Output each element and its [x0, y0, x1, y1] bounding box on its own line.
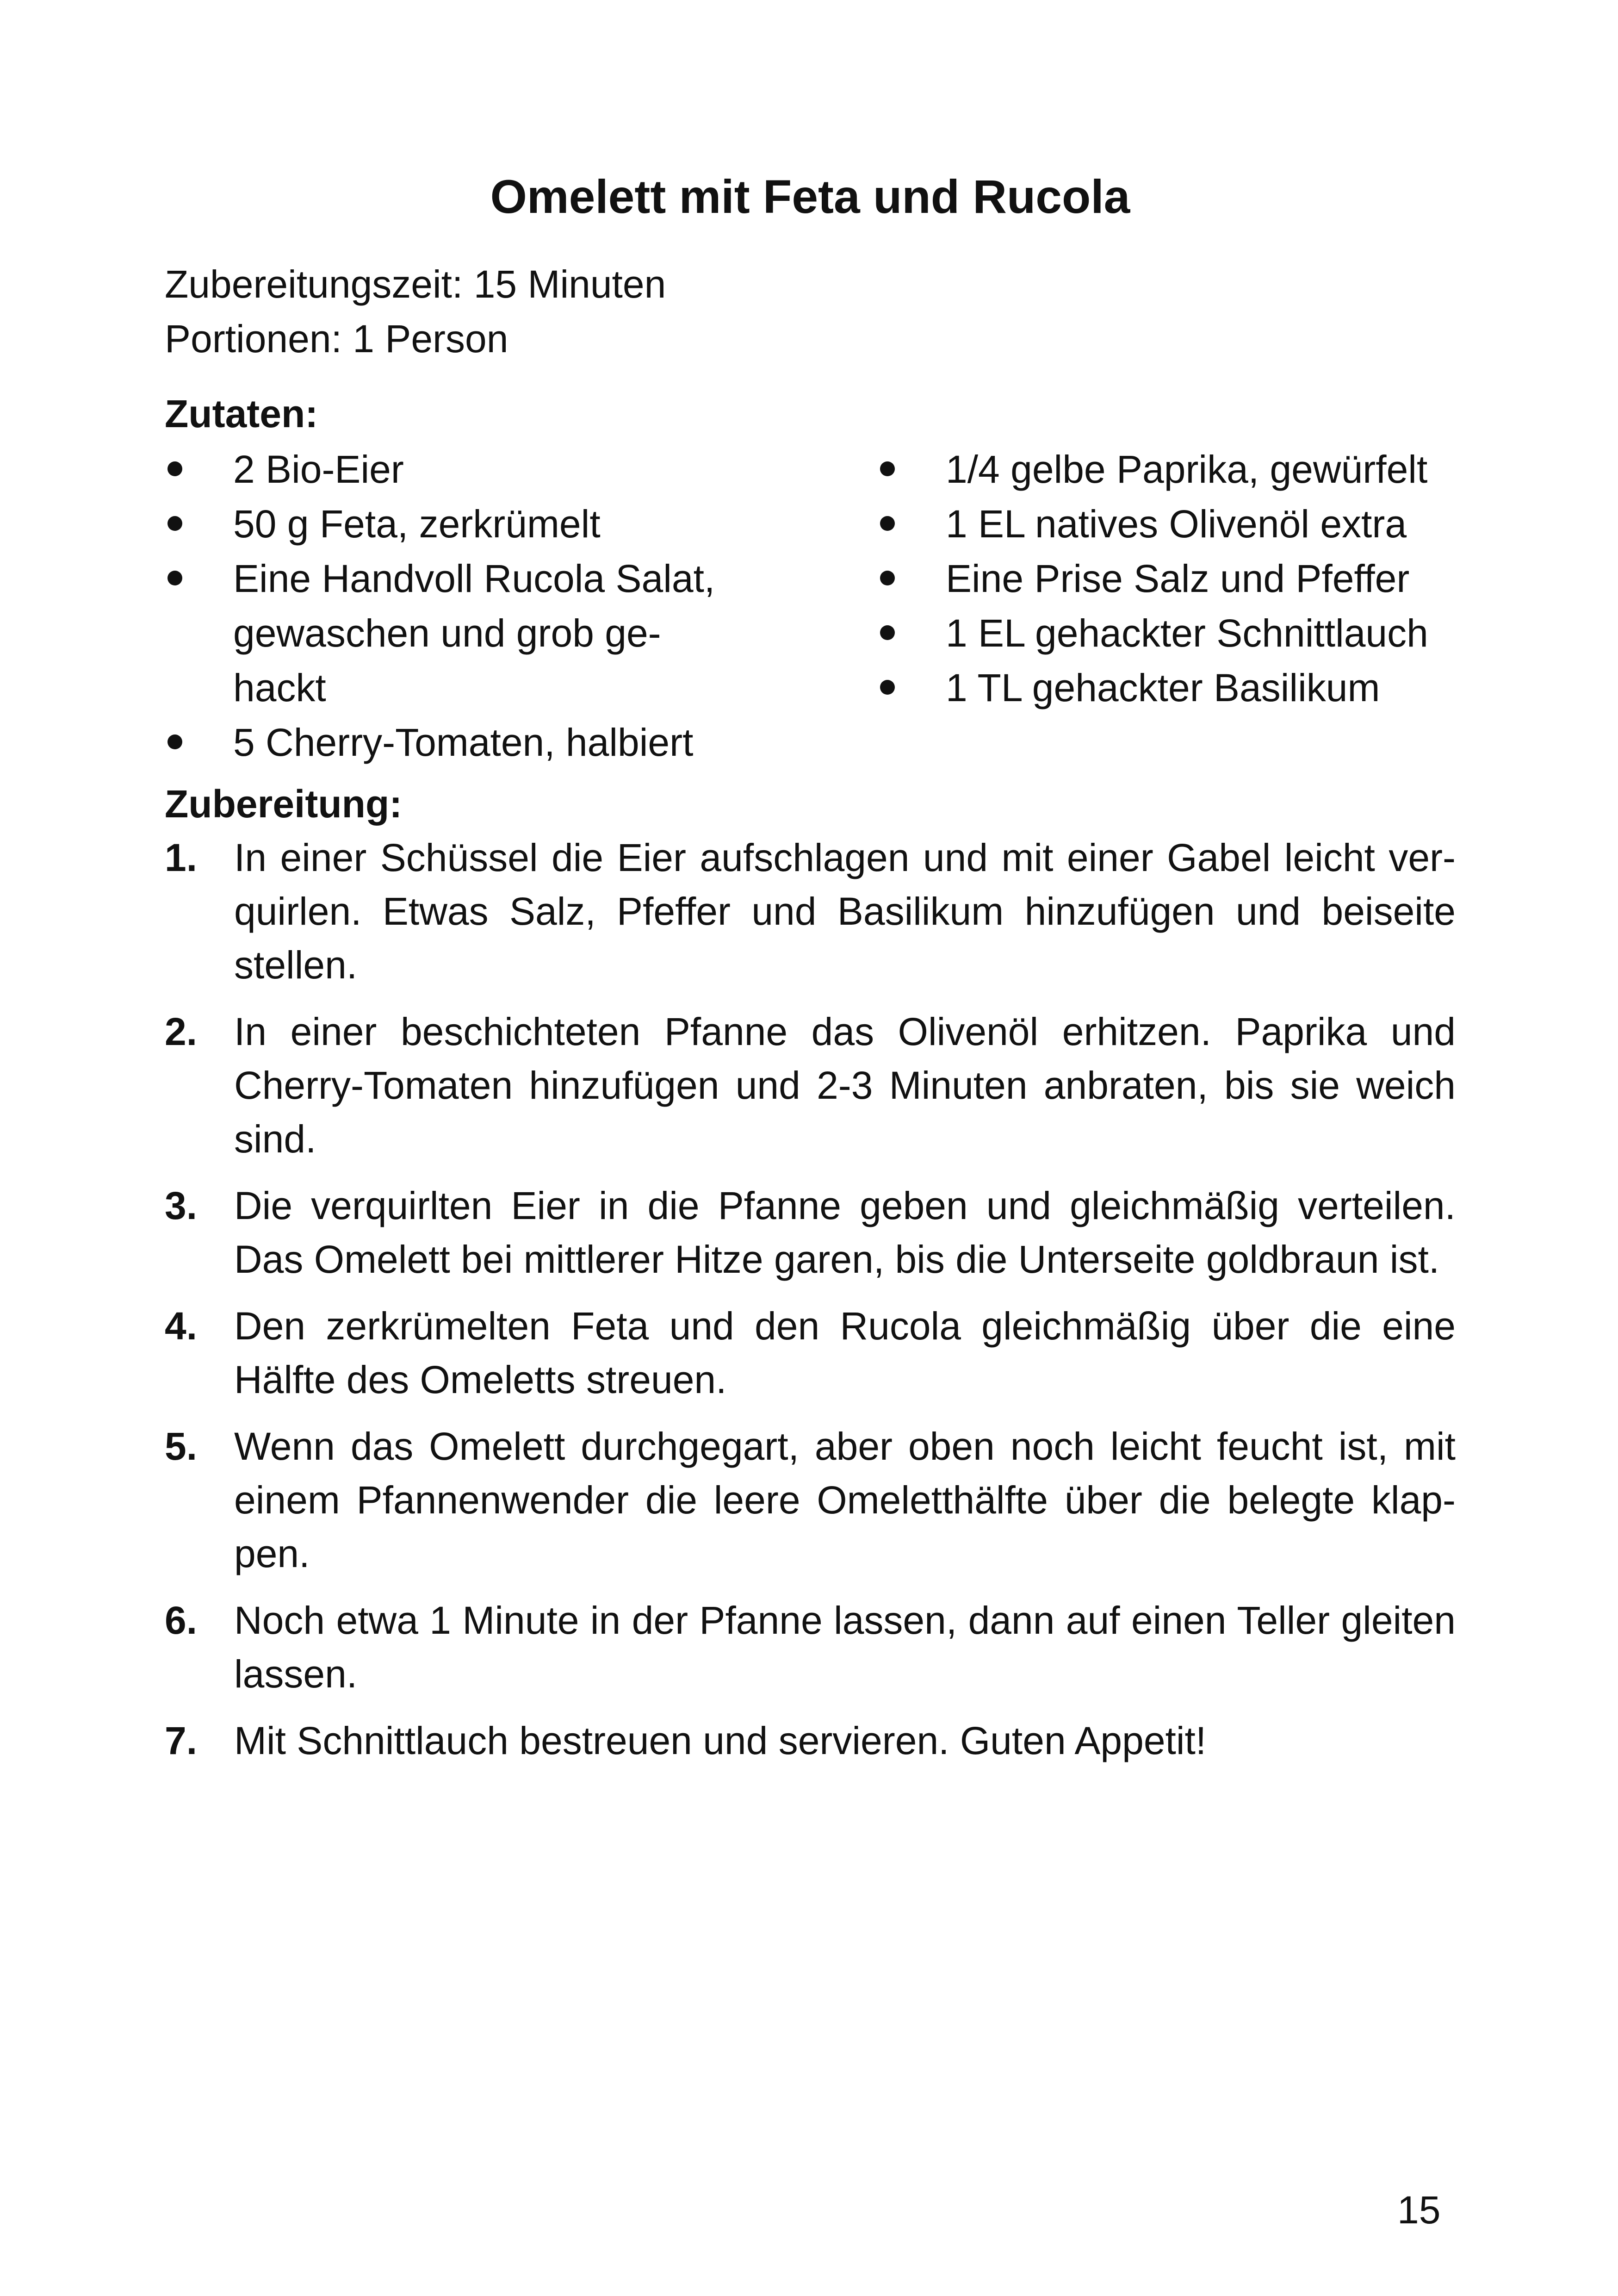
bullet-icon — [880, 625, 895, 640]
step-text: Den zerkrümelten Feta und den Rucola gleichmäßig über die eine Hälfte des Omeletts streuen. — [234, 1304, 1456, 1401]
ingredient-item: Eine Handvoll Rucola Salat, gewaschen und grob ge- hackt — [165, 551, 734, 715]
portions: Portionen: 1 Person — [165, 317, 508, 361]
step-text: Die verquirlten Eier in die Pfanne geben und gleichmäßig verteilen. Das Omelett bei mittlerer Hitze garen, bis die Unterseite goldbraun ist. — [234, 1184, 1456, 1281]
step-item — [165, 1179, 1456, 1286]
bullet-icon — [167, 734, 182, 749]
step-number: 7. — [165, 1719, 198, 1762]
ingredient-item: 5 Cherry-Tomaten, halbiert — [165, 715, 734, 770]
bullet-icon — [880, 461, 895, 476]
bullet-icon — [880, 516, 895, 531]
ingredient-item: 1 TL gehackter Basilikum — [877, 660, 1456, 715]
step-text: Noch etwa 1 Minute in der Pfanne lassen, dann auf einen Teller gleiten lassen. — [234, 1599, 1456, 1696]
step-item — [165, 1299, 1456, 1406]
ingredients-heading: Zutaten: — [165, 392, 318, 436]
recipe-meta — [165, 257, 666, 366]
step-item — [165, 1593, 1456, 1701]
step-item — [165, 1714, 1456, 1767]
step-text: Wenn das Omelett durchgegart, aber oben noch leicht feucht ist, mit einem Pfannenwender die leere Omeletthälfte über die belegte klap- pen. — [234, 1425, 1456, 1575]
step-item — [165, 1419, 1456, 1580]
preparation-heading: Zubereitung: — [165, 782, 403, 826]
ingredient-item: 1 EL gehackter Schnittlauch — [877, 606, 1456, 660]
ingredient-item: Eine Prise Salz und Pfeffer — [877, 551, 1456, 606]
ingredient-item: 2 Bio-Eier — [165, 442, 734, 497]
prep-time: Zubereitungszeit: 15 Minuten — [165, 262, 666, 306]
bullet-icon — [167, 571, 182, 585]
step-item — [165, 831, 1456, 992]
ingredients-list-left — [165, 442, 734, 770]
page-number: 15 — [1397, 2188, 1441, 2232]
ingredient-item: 1 EL natives Olivenöl extra — [877, 497, 1456, 551]
step-text: In einer Schüssel die Eier aufschlagen und mit einer Gabel leicht ver- quirlen. Etwas Salz, Pfeffer und Basilikum hinzufügen und beiseite stellen. — [234, 836, 1456, 987]
step-text: Mit Schnittlauch bestreuen und servieren. Guten Appetit! — [234, 1719, 1207, 1762]
step-item — [165, 1005, 1456, 1166]
step-number: 2. — [165, 1010, 198, 1053]
recipe-title: Omelett mit Feta und Rucola — [490, 170, 1130, 223]
bullet-icon — [167, 516, 182, 531]
step-number: 3. — [165, 1184, 198, 1227]
ingredient-item: 50 g Feta, zerkrümelt — [165, 497, 734, 551]
ingredient-item: 1/4 gelbe Paprika, gewürfelt — [877, 442, 1456, 497]
ingredients-list-right — [877, 442, 1456, 715]
preparation-steps — [165, 831, 1456, 1780]
step-number: 1. — [165, 836, 198, 879]
step-number: 5. — [165, 1425, 198, 1468]
bullet-icon — [880, 680, 895, 695]
step-number: 6. — [165, 1599, 198, 1642]
bullet-icon — [167, 461, 182, 476]
step-number: 4. — [165, 1304, 198, 1348]
step-text: In einer beschichteten Pfanne das Olivenöl erhitzen. Paprika und Cherry-Tomaten hinzufügen und 2-3 Minuten anbraten, bis sie weich sind. — [234, 1010, 1456, 1161]
bullet-icon — [880, 571, 895, 585]
